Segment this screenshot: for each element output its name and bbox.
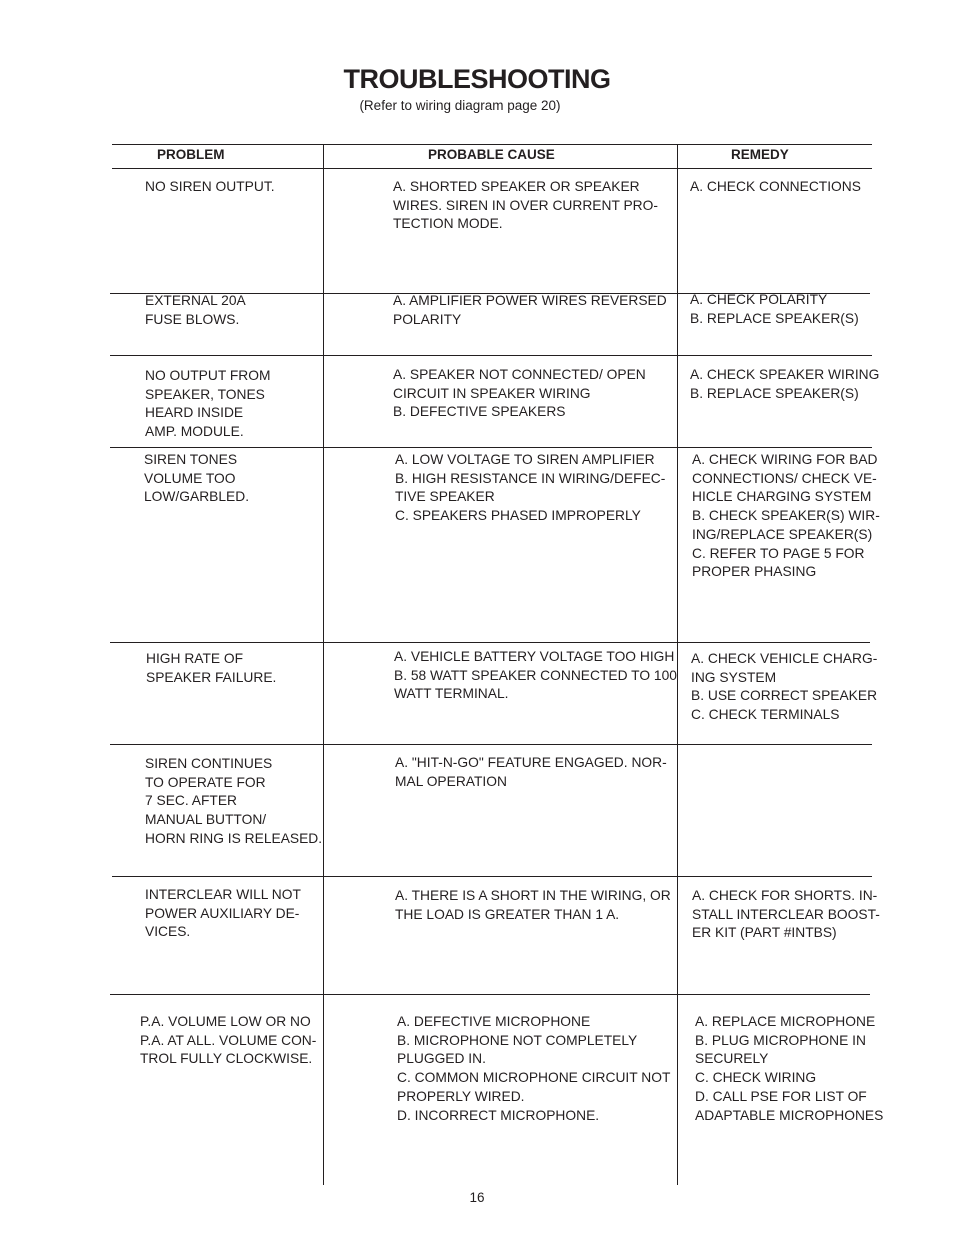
cause-cell: A. THERE IS A SHORT IN THE WIRING, OR THE LOAD IS GREATER THAN 1 A. [395,888,671,922]
cause-cell: A. VEHICLE BATTERY VOLTAGE TOO HIGH B. 58 WATT SPEAKER CONNECTED TO 100 WATT TERMINAL. [394,649,677,702]
row-divider [110,355,872,356]
page-subtitle: (Refer to wiring diagram page 20) [359,98,561,113]
row-divider [110,994,870,995]
column-divider [677,144,678,1185]
problem-cell: SIREN CONTINUES TO OPERATE FOR 7 SEC. AFTER MANUAL BUTTON/ HORN RING IS RELEASED. [145,756,323,846]
cause-cell: A. LOW VOLTAGE TO SIREN AMPLIFIER B. HIGH RESISTANCE IN WIRING/DEFEC- TIVE SPEAKER C. SPEAKERS PHASED IMPROPERLY [395,452,666,524]
problem-cell: P.A. VOLUME LOW OR NO P.A. AT ALL. VOLUME CON- TROL FULLY CLOCKWISE. [140,1014,317,1067]
remedy-cell: A. CHECK VEHICLE CHARG- ING SYSTEM B. USE CORRECT SPEAKER C. CHECK TERMINALS [691,651,878,723]
remedy-cell: A. CHECK WIRING FOR BAD CONNECTIONS/ CHECK VE- HICLE CHARGING SYSTEM B. CHECK SPEAKER(S) WIR- ING/REPLACE SPEAKER(S) C. REFER TO PAGE 5 FOR PROPER PHASING [692,452,880,580]
header-remedy: REMEDY [731,147,789,162]
remedy-cell: A. CHECK FOR SHORTS. IN- STALL INTERCLEAR BOOST- ER KIT (PART #INTBS) [692,888,880,941]
cause-cell: A. DEFECTIVE MICROPHONE B. MICROPHONE NOT COMPLETELY PLUGGED IN. C. COMMON MICROPHONE CIRCUIT NOT PROPERLY WIRED. D. INCORRECT MICROPHONE. [397,1014,671,1123]
remedy-cell: A. REPLACE MICROPHONE B. PLUG MICROPHONE IN SECURELY C. CHECK WIRING D. CALL PSE FOR LIST OF ADAPTABLE MICROPHONES [695,1014,884,1123]
page-number: 16 [469,1190,485,1205]
row-divider [110,744,872,745]
cause-cell: A. "HIT-N-GO" FEATURE ENGAGED. NOR- MAL OPERATION [395,755,667,789]
cause-cell: A. SHORTED SPEAKER OR SPEAKER WIRES. SIREN IN OVER CURRENT PRO- TECTION MODE. [393,179,658,232]
problem-cell: NO OUTPUT FROM SPEAKER, TONES HEARD INSIDE AMP. MODULE. [145,368,271,440]
row-divider [110,642,870,643]
problem-cell: EXTERNAL 20A FUSE BLOWS. [145,293,246,327]
column-divider [323,144,324,1185]
remedy-cell: A. CHECK CONNECTIONS [690,179,861,194]
remedy-cell: A. CHECK POLARITY B. REPLACE SPEAKER(S) [690,292,859,326]
problem-cell: INTERCLEAR WILL NOT POWER AUXILIARY DE- VICES. [145,887,301,940]
remedy-cell: A. CHECK SPEAKER WIRING B. REPLACE SPEAKER(S) [690,367,880,401]
problem-cell: NO SIREN OUTPUT. [145,179,275,194]
problem-cell: HIGH RATE OF SPEAKER FAILURE. [146,651,277,685]
row-divider [110,447,872,448]
page-title: TROUBLESHOOTING [343,64,611,94]
header-problem: PROBLEM [157,147,225,162]
cause-cell: A. SPEAKER NOT CONNECTED/ OPEN CIRCUIT IN SPEAKER WIRING B. DEFECTIVE SPEAKERS [393,367,646,420]
cause-cell: A. AMPLIFIER POWER WIRES REVERSED POLARITY [393,293,667,327]
problem-cell: SIREN TONES VOLUME TOO LOW/GARBLED. [144,452,250,505]
table-top-rule [112,144,872,145]
header-bottom-rule [112,168,872,169]
header-probable-cause: PROBABLE CAUSE [428,147,555,162]
row-divider [112,876,872,877]
